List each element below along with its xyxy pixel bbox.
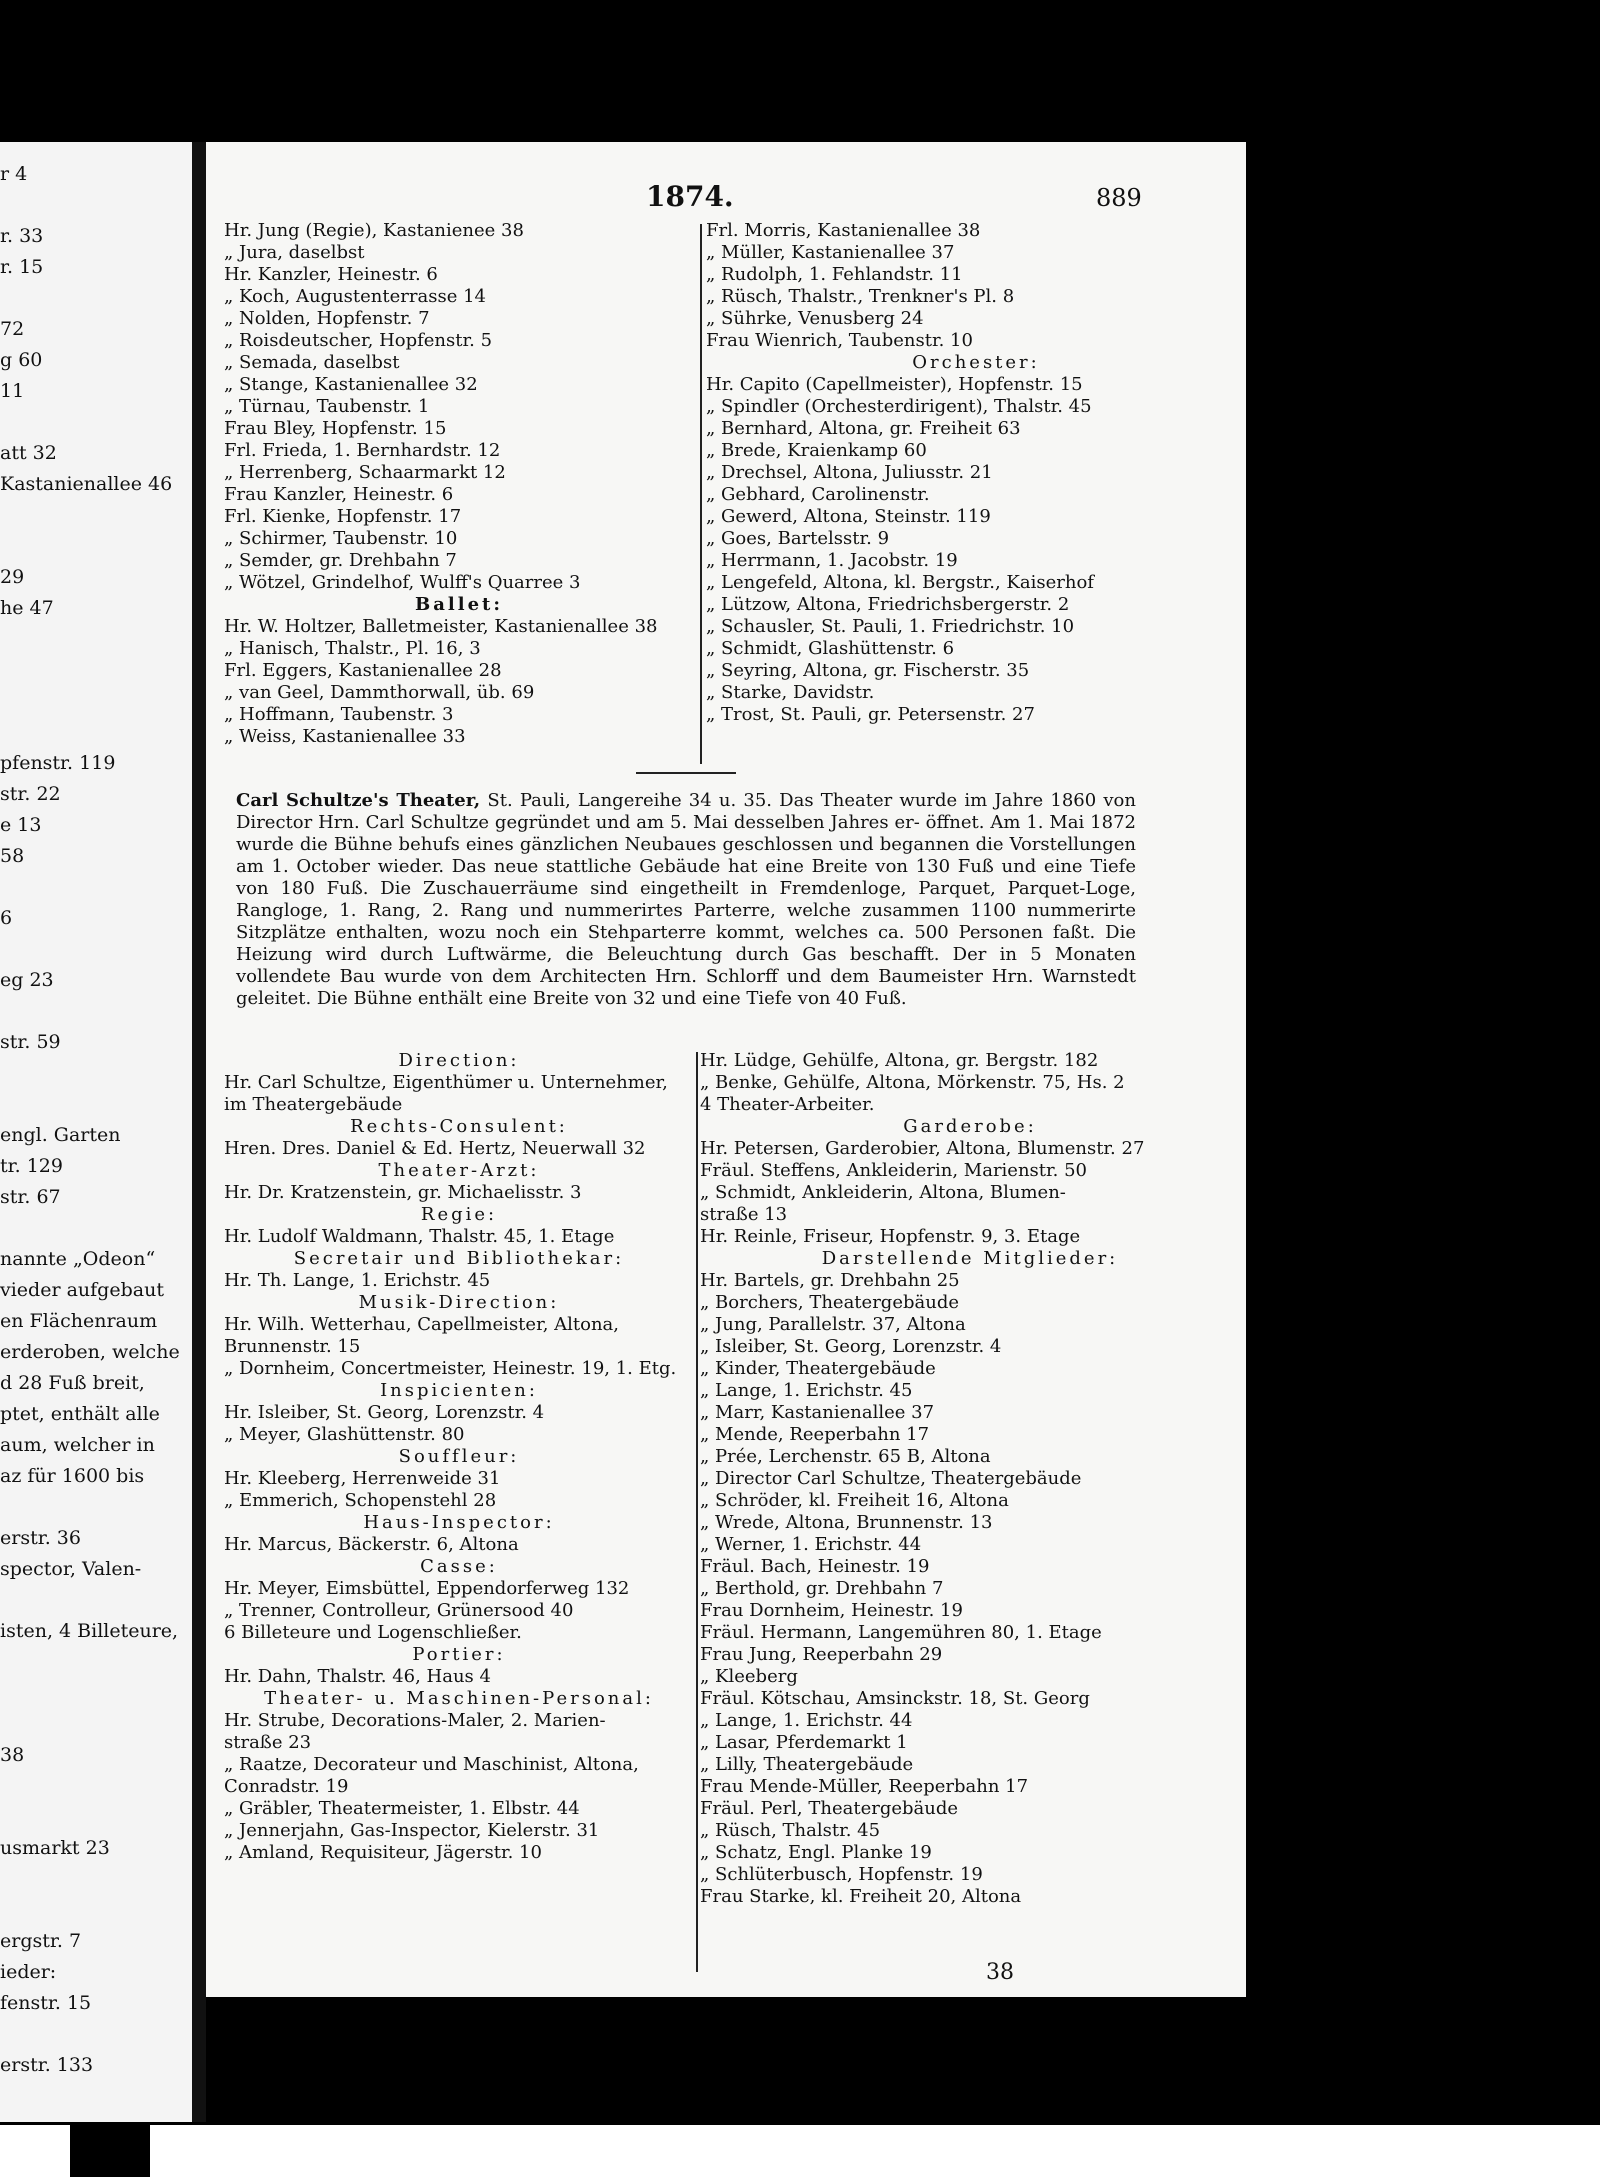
directory-entry: „ Bernhard, Altona, gr. Freiheit 63: [706, 418, 1021, 439]
paragraph-line: und dem Baumeister Hrn. Warnstedt geleitet. Die Bühne enthält eine Breite von 32 und eine: [236, 966, 1136, 1009]
left-page-line: vieder aufgebaut: [0, 1279, 164, 1301]
directory-entry: „ Isleiber, St. Georg, Lorenzstr. 4: [700, 1336, 1002, 1357]
section-heading: Haus-Inspector:: [363, 1512, 555, 1533]
section-heading: Musik-Direction:: [358, 1292, 560, 1313]
signature-mark: 38: [986, 1960, 1014, 1985]
directory-entry: Fräul. Kötschau, Amsinckstr. 18, St. Georg: [700, 1688, 1090, 1709]
directory-entry: „ Wrede, Altona, Brunnenstr. 13: [700, 1512, 993, 1533]
left-page-line: erderoben, welche: [0, 1341, 180, 1363]
directory-entry: Hr. Jung (Regie), Kastanienee 38: [224, 220, 524, 241]
directory-entry: „ van Geel, Dammthorwall, üb. 69: [224, 682, 535, 703]
left-page-line: r. 15: [0, 256, 44, 278]
directory-entry: „ Schirmer, Taubenstr. 10: [224, 528, 458, 549]
section-heading: Rechts-Consulent:: [350, 1116, 568, 1137]
directory-entry: Hr. Wilh. Wetterhau, Capellmeister, Altona,: [224, 1314, 620, 1335]
directory-entry: „ Weiss, Kastanienallee 33: [224, 726, 466, 747]
directory-entry: Hr. Kleeberg, Herrenweide 31: [224, 1468, 501, 1489]
directory-entry: „ Jennerjahn, Gas-Inspector, Kielerstr. 31: [224, 1820, 600, 1841]
left-page-line: 72: [0, 318, 25, 340]
directory-entry: Hr. Carl Schultze, Eigenthümer u. Unternehmer,: [224, 1072, 668, 1093]
directory-entry: „ Benke, Gehülfe, Altona, Mörkenstr. 75, Hs. 2: [700, 1072, 1125, 1093]
directory-entry: Fräul. Bach, Heinestr. 19: [700, 1556, 930, 1577]
directory-entry: Hren. Dres. Daniel & Ed. Hertz, Neuerwall 32: [224, 1138, 646, 1159]
directory-entry: „ Jura, daselbst: [224, 242, 365, 263]
directory-entry: Frau Jung, Reeperbahn 29: [700, 1644, 943, 1665]
paragraph-line: welche zusammen 1100 nummerirte Sitzplätze enthalten, wozu noch ein Stehparterre kommt,: [236, 900, 1136, 943]
directory-entry: „ Hoffmann, Taubenstr. 3: [224, 704, 454, 725]
directory-entry: „ Roisdeutscher, Hopfenstr. 5: [224, 330, 493, 351]
left-page-fragment: [0, 142, 195, 2122]
directory-entry: „ Seyring, Altona, gr. Fischerstr. 35: [706, 660, 1030, 681]
directory-entry: „ Drechsel, Altona, Juliusstr. 21: [706, 462, 993, 483]
section-heading: Orchester:: [912, 352, 1040, 373]
section-heading: Garderobe:: [903, 1116, 1037, 1137]
paragraph-line: Breite von 130 Fuß und eine Tiefe von 180 Fuß. Die Zuschauerräume sind eingetheilt in: [236, 856, 1136, 899]
scan-bottom-band: [0, 2125, 1600, 2177]
directory-entry: Frl. Frieda, 1. Bernhardstr. 12: [224, 440, 501, 461]
left-page-line: 29: [0, 566, 25, 588]
bottom-left-column: [224, 1050, 694, 1864]
directory-entry: „ Herrmann, 1. Jacobstr. 19: [706, 550, 958, 571]
section-heading: Theater-Arzt:: [378, 1160, 540, 1181]
directory-entry: „ Director Carl Schultze, Theatergebäude: [700, 1468, 1082, 1489]
directory-entry: straße 23: [224, 1732, 312, 1753]
directory-entry: „ Schmidt, Ankleiderin, Altona, Blumen-: [700, 1182, 1066, 1203]
directory-entry: Frau Bley, Hopfenstr. 15: [224, 418, 447, 439]
directory-entry: „ Emmerich, Schopenstehl 28: [224, 1490, 497, 1511]
directory-entry: „ Raatze, Decorateur und Maschinist, Altona,: [224, 1754, 639, 1775]
directory-entry: Hr. Reinle, Friseur, Hopfenstr. 9, 3. Etage: [700, 1226, 1081, 1247]
directory-entry: „ Hanisch, Thalstr., Pl. 16, 3: [224, 638, 481, 659]
directory-entry: Hr. Dr. Kratzenstein, gr. Michaelisstr. 3: [224, 1182, 582, 1203]
directory-entry: „ Rüsch, Thalstr. 45: [700, 1820, 881, 1841]
left-page-line: usmarkt 23: [0, 1837, 110, 1859]
directory-entry: Frau Mende-Müller, Reeperbahn 17: [700, 1776, 1029, 1797]
left-page-line: spector, Valen-: [0, 1558, 142, 1580]
directory-entry: „ Lange, 1. Erichstr. 44: [700, 1710, 913, 1731]
directory-entry: „ Nolden, Hopfenstr. 7: [224, 308, 430, 329]
page-number: 889: [1096, 184, 1142, 212]
section-divider: [636, 772, 736, 774]
bottom-right-column: [700, 1050, 1240, 1908]
directory-entry: „ Amland, Requisiteur, Jägerstr. 10: [224, 1842, 542, 1863]
directory-entry: „ Kleeberg: [700, 1666, 798, 1687]
left-page-line: r 4: [0, 163, 28, 185]
directory-entry: „ Lützow, Altona, Friedrichsbergerstr. 2: [706, 594, 1070, 615]
directory-entry: „ Gewerd, Altona, Steinstr. 119: [706, 506, 991, 527]
directory-entry: Hr. Marcus, Bäckerstr. 6, Altona: [224, 1534, 519, 1555]
directory-entry: straße 13: [700, 1204, 788, 1225]
left-page-line: nannte „Odeon“: [0, 1248, 156, 1270]
directory-entry: Frau Wienrich, Taubenstr. 10: [706, 330, 973, 351]
left-page-line: ieder:: [0, 1961, 57, 1983]
left-page-line: g 60: [0, 349, 43, 371]
directory-entry: „ Schmidt, Glashüttenstr. 6: [706, 638, 955, 659]
directory-entry: „ Marr, Kastanienallee 37: [700, 1402, 935, 1423]
paragraph-line: öffnet. Am 1. Mai 1872 wurde die Bühne behufs eines gänzlichen Neubaues geschlossen und: [236, 812, 1136, 855]
directory-entry: Fräul. Hermann, Langemühren 80, 1. Etage: [700, 1622, 1102, 1643]
left-page-line: 38: [0, 1744, 25, 1766]
left-page-line: e 13: [0, 814, 42, 836]
column-divider-top: [700, 224, 702, 764]
directory-entry: „ Schröder, kl. Freiheit 16, Altona: [700, 1490, 1009, 1511]
directory-entry: „ Lengefeld, Altona, kl. Bergstr., Kaiserhof: [706, 572, 1094, 593]
section-heading: Casse:: [420, 1556, 498, 1577]
directory-entry: „ Lilly, Theatergebäude: [700, 1754, 914, 1775]
directory-entry: Frl. Morris, Kastanienallee 38: [706, 220, 981, 241]
left-page-line: 58: [0, 845, 25, 867]
paragraph-line: Fremdenloge, Parquet, Parquet-Loge, Rangloge, 1. Rang, 2. Rang und nummerirtes Parterre,: [236, 878, 1136, 921]
left-page-line: tr. 129: [0, 1155, 63, 1177]
directory-page: [206, 142, 1246, 1997]
directory-entry: „ Gebhard, Carolinenstr.: [706, 484, 930, 505]
directory-entry: „ Türnau, Taubenstr. 1: [224, 396, 430, 417]
section-heading: Regie:: [420, 1204, 498, 1225]
left-page-line: he 47: [0, 597, 54, 619]
left-page-line: att 32: [0, 442, 57, 464]
directory-entry: „ Goes, Bartelsstr. 9: [706, 528, 890, 549]
paragraph-line: Jahre 1860 von Director Hrn. Carl Schultze gegründet und am 5. Mai desselben Jahres er-: [236, 790, 1136, 833]
left-page-line: pfenstr. 119: [0, 752, 116, 774]
directory-entry: „ Stange, Kastanienallee 32: [224, 374, 478, 395]
left-page-line: fenstr. 15: [0, 1992, 92, 2014]
directory-entry: „ Mende, Reeperbahn 17: [700, 1424, 930, 1445]
directory-entry: „ Schlüterbusch, Hopfenstr. 19: [700, 1864, 983, 1885]
directory-entry: „ Spindler (Orchesterdirigent), Thalstr. 45: [706, 396, 1092, 417]
directory-entry: Hr. Dahn, Thalstr. 46, Haus 4: [224, 1666, 491, 1687]
directory-entry: „ Lange, 1. Erichstr. 45: [700, 1380, 913, 1401]
page-year: 1874.: [646, 180, 734, 213]
top-left-column: [224, 220, 694, 748]
directory-entry: „ Herrenberg, Schaarmarkt 12: [224, 462, 506, 483]
directory-entry: „ Müller, Kastanienallee 37: [706, 242, 955, 263]
left-page-line: erstr. 133: [0, 2054, 94, 2076]
directory-entry: Frau Starke, kl. Freiheit 20, Altona: [700, 1886, 1022, 1907]
paragraph-line: Gas beschafft. Der in 5 Monaten vollendete Bau wurde von dem Architecten Hrn. Schlorff: [236, 944, 1137, 987]
top-right-column: [706, 220, 1246, 726]
directory-entry: „ Brede, Kraienkamp 60: [706, 440, 927, 461]
left-page-line: 11: [0, 380, 25, 402]
directory-entry: „ Jung, Parallelstr. 37, Altona: [700, 1314, 966, 1335]
directory-entry: „ Rüsch, Thalstr., Trenkner's Pl. 8: [706, 286, 1015, 307]
directory-entry: Hr. W. Holtzer, Balletmeister, Kastanienallee 38: [224, 616, 658, 637]
paragraph-line: begannen die Vorstellungen am 1. October wieder. Das neue stattliche Gebäude hat eine: [236, 834, 1136, 877]
directory-entry: „ Rudolph, 1. Fehlandstr. 11: [706, 264, 963, 285]
directory-entry: Frau Dornheim, Heinestr. 19: [700, 1600, 963, 1621]
left-page-line: Kastanienallee 46: [0, 473, 173, 495]
directory-entry: „ Wötzel, Grindelhof, Wulff's Quarree 3: [224, 572, 581, 593]
directory-entry: „ Werner, 1. Erichstr. 44: [700, 1534, 922, 1555]
directory-entry: „ Trost, St. Pauli, gr. Petersenstr. 27: [706, 704, 1035, 725]
column-divider-bottom: [696, 1052, 698, 1972]
left-page-line: az für 1600 bis: [0, 1465, 145, 1487]
directory-entry: „ Sührke, Venusberg 24: [706, 308, 924, 329]
directory-entry: „ Starke, Davidstr.: [706, 682, 875, 703]
directory-entry: Hr. Capito (Capellmeister), Hopfenstr. 15: [706, 374, 1083, 395]
directory-entry: „ Dornheim, Concertmeister, Heinestr. 19, 1. Etg.: [224, 1358, 677, 1379]
left-page-line: d 28 Fuß breit,: [0, 1372, 145, 1394]
directory-entry: Hr. Strube, Decorations-Maler, 2. Marien-: [224, 1710, 606, 1731]
directory-entry: Hr. Bartels, gr. Drehbahn 25: [700, 1270, 960, 1291]
paragraph-line: St. Pauli, Langereihe 34 u. 35. Das Theater wurde im: [487, 790, 988, 811]
directory-entry: „ Lasar, Pferdemarkt 1: [700, 1732, 908, 1753]
paragraph-line: welches ca. 500 Personen faßt. Die Heizung wird durch Luftwärme, die Beleuchtung durch: [236, 922, 1136, 965]
directory-entry: „ Berthold, gr. Drehbahn 7: [700, 1578, 944, 1599]
scan-background: [1246, 142, 1600, 2125]
directory-entry: „ Schausler, St. Pauli, 1. Friedrichstr. 10: [706, 616, 1075, 637]
left-page-line: str. 67: [0, 1186, 61, 1208]
directory-entry: 6 Billeteure und Logenschließer.: [224, 1622, 522, 1643]
directory-entry: Hr. Th. Lange, 1. Erichstr. 45: [224, 1270, 491, 1291]
left-page-line: isten, 4 Billeteure,: [0, 1620, 179, 1642]
left-page-line: ergstr. 7: [0, 1930, 82, 1952]
directory-entry: Hr. Petersen, Garderobier, Altona, Blumenstr. 27: [700, 1138, 1145, 1159]
directory-entry: 4 Theater-Arbeiter.: [700, 1094, 875, 1115]
directory-entry: Hr. Isleiber, St. Georg, Lorenzstr. 4: [224, 1402, 545, 1423]
section-heading: Darstellende Mitglieder:: [821, 1248, 1119, 1269]
directory-entry: Fräul. Perl, Theatergebäude: [700, 1798, 959, 1819]
section-heading: Theater- u. Maschinen-Personal:: [264, 1688, 654, 1709]
section-heading: Secretair und Bibliothekar:: [293, 1248, 625, 1269]
left-page-line: 6: [0, 907, 13, 929]
left-page-line: aum, welcher in: [0, 1434, 155, 1456]
left-page-line: ptet, enthält alle: [0, 1403, 160, 1425]
directory-entry: „ Koch, Augustenterrasse 14: [224, 286, 486, 307]
directory-entry: Brunnenstr. 15: [224, 1336, 361, 1357]
left-page-line: en Flächenraum: [0, 1310, 158, 1332]
section-heading: Ballet:: [415, 594, 503, 615]
scan-tab: [70, 2125, 150, 2177]
directory-entry: Frl. Eggers, Kastanienallee 28: [224, 660, 502, 681]
left-page-line: str. 59: [0, 1031, 61, 1053]
directory-entry: „ Trenner, Controlleur, Grünersood 40: [224, 1600, 574, 1621]
section-heading: Portier:: [412, 1644, 506, 1665]
directory-entry: „ Kinder, Theatergebäude: [700, 1358, 936, 1379]
directory-entry: Hr. Kanzler, Heinestr. 6: [224, 264, 438, 285]
directory-entry: „ Borchers, Theatergebäude: [700, 1292, 959, 1313]
directory-entry: Conradstr. 19: [224, 1776, 349, 1797]
section-heading: Inspicienten:: [380, 1380, 538, 1401]
directory-entry: „ Semder, gr. Drehbahn 7: [224, 550, 457, 571]
directory-entry: Hr. Ludolf Waldmann, Thalstr. 45, 1. Etage: [224, 1226, 615, 1247]
directory-entry: „ Semada, daselbst: [224, 352, 400, 373]
section-heading: Souffleur:: [398, 1446, 520, 1467]
directory-entry: Hr. Meyer, Eimsbüttel, Eppendorferweg 132: [224, 1578, 630, 1599]
left-page-line: engl. Garten: [0, 1124, 121, 1146]
left-page-line: eg 23: [0, 969, 54, 991]
directory-entry: Fräul. Steffens, Ankleiderin, Marienstr. 50: [700, 1160, 1087, 1181]
left-page-line: r. 33: [0, 225, 44, 247]
paragraph-line: Tiefe von 40 Fuß.: [746, 988, 907, 1009]
theater-description: [236, 790, 1136, 1010]
left-page-line: erstr. 36: [0, 1527, 81, 1549]
directory-entry: im Theatergebäude: [224, 1094, 403, 1115]
theater-title: Carl Schultze's Theater,: [236, 790, 481, 811]
directory-entry: Frl. Kienke, Hopfenstr. 17: [224, 506, 462, 527]
section-heading: Direction:: [398, 1050, 520, 1071]
directory-entry: Hr. Lüdge, Gehülfe, Altona, gr. Bergstr. 182: [700, 1050, 1099, 1071]
directory-entry: „ Prée, Lerchenstr. 65 B, Altona: [700, 1446, 991, 1467]
left-page-line: str. 22: [0, 783, 61, 805]
directory-entry: „ Schatz, Engl. Planke 19: [700, 1842, 932, 1863]
directory-entry: „ Meyer, Glashüttenstr. 80: [224, 1424, 465, 1445]
directory-entry: „ Gräbler, Theatermeister, 1. Elbstr. 44: [224, 1798, 580, 1819]
book-gutter: [192, 142, 206, 2122]
directory-entry: Frau Kanzler, Heinestr. 6: [224, 484, 454, 505]
